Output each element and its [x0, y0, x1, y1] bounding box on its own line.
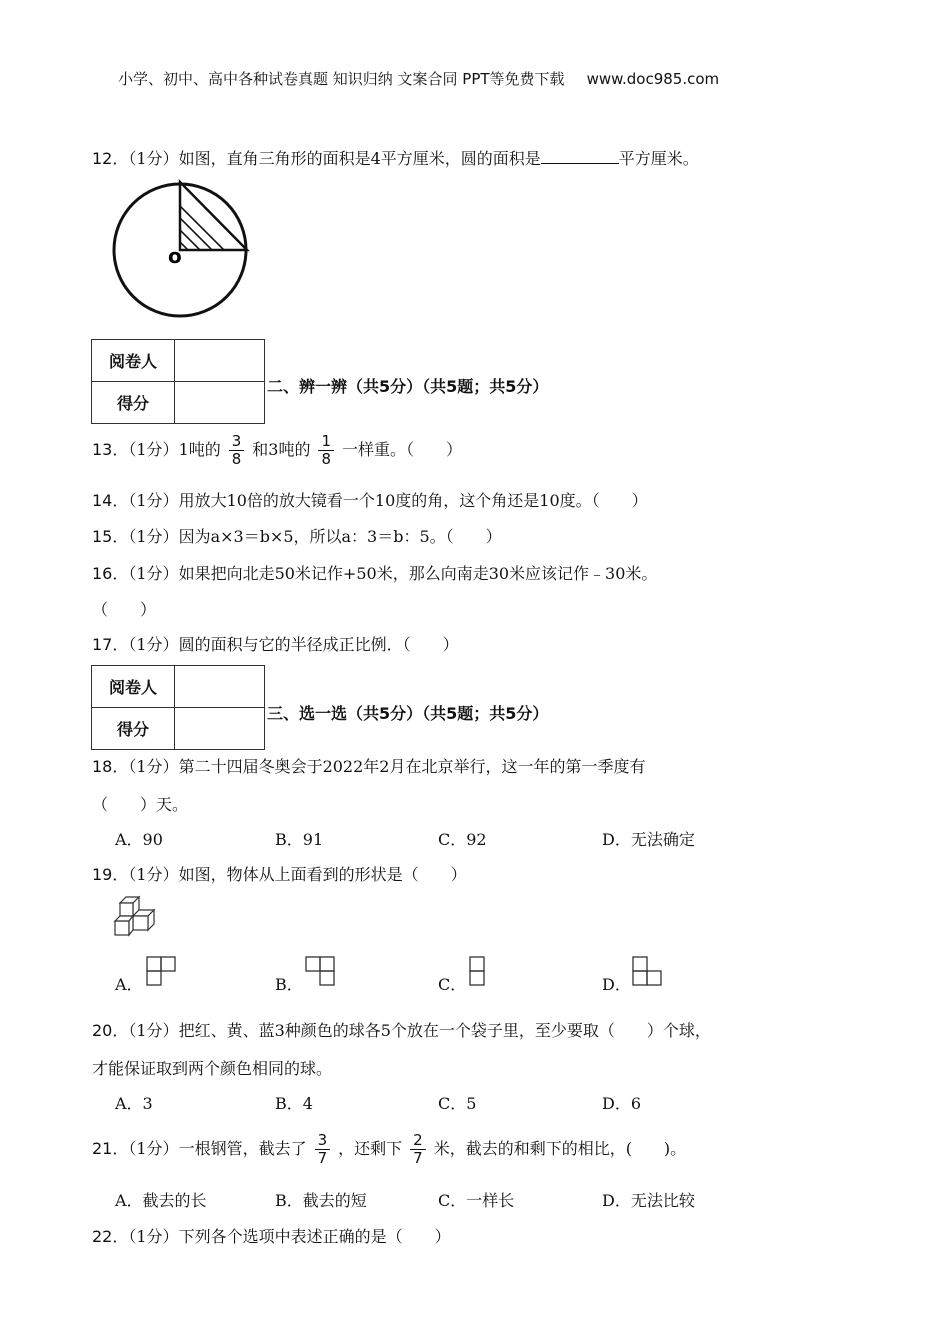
- question-score: （1分）: [128, 1021, 179, 1040]
- fraction-denominator: 7: [317, 1149, 328, 1167]
- question-19: [92, 862, 467, 885]
- reviewer-cell[interactable]: [175, 340, 265, 382]
- fraction: [318, 433, 334, 468]
- question-number: 13．: [92, 440, 129, 459]
- fraction-numerator: 1: [318, 433, 334, 451]
- option-a[interactable]: A．3: [115, 1094, 153, 1113]
- header-text: 小学、初中、高中各种试卷真题 知识归纳 文案合同 PPT等免费下载: [118, 70, 565, 88]
- question-score: （1分）: [128, 1227, 179, 1246]
- fraction-numerator: 2: [410, 1132, 426, 1150]
- option-d[interactable]: D．无法确定: [602, 830, 695, 849]
- option-d[interactable]: D．6: [602, 1094, 642, 1113]
- question-16: [92, 561, 657, 584]
- fraction: [315, 1132, 331, 1167]
- question-text: 一根钢管，截去了: [178, 1139, 307, 1158]
- fraction: [410, 1132, 426, 1167]
- question-16-paren: （ ）: [92, 600, 157, 619]
- section-2-title: 二、辨一辨（共5分）（共5题；共5分）: [267, 377, 549, 396]
- question-14: [92, 488, 648, 511]
- score-table: [91, 339, 265, 424]
- option-a[interactable]: A．90: [115, 830, 163, 849]
- question-text: 如图，物体从上面看到的形状是（ ）: [178, 865, 467, 884]
- question-17: [92, 632, 459, 655]
- circle-triangle-figure: [110, 176, 252, 318]
- option-c-shape: [468, 956, 488, 988]
- reviewer-label: 阅卷人: [92, 666, 175, 708]
- question-text: 米，截去的和剩下的相比，( )。: [433, 1139, 687, 1158]
- option-c[interactable]: C．5: [438, 1094, 477, 1113]
- question-number: 14．: [92, 491, 129, 510]
- question-text: 下列各个选项中表述正确的是（ ）: [178, 1227, 451, 1246]
- fraction-numerator: 3: [229, 433, 245, 451]
- section-3-title: 三、选一选（共5分）（共5题；共5分）: [267, 704, 549, 723]
- fraction-denominator: 8: [321, 450, 332, 468]
- header-site: www.doc985.com: [586, 70, 720, 88]
- fraction-denominator: 8: [231, 450, 242, 468]
- question-score: （1分）: [128, 527, 179, 546]
- question-number: 12．: [92, 149, 129, 168]
- question-18: [92, 754, 645, 777]
- question-score: （1分）: [128, 440, 179, 459]
- question-22: [92, 1224, 451, 1247]
- reviewer-cell[interactable]: [175, 666, 265, 708]
- option-d[interactable]: D．: [602, 975, 631, 994]
- question-text: 因为a×3＝b×5，所以a：3＝b：5。（ ）: [178, 527, 502, 546]
- question-number: 16．: [92, 564, 129, 583]
- question-number: 19．: [92, 865, 129, 884]
- option-b[interactable]: B．截去的短: [275, 1191, 367, 1210]
- option-a[interactable]: A．截去的长: [115, 1191, 207, 1210]
- reviewer-label: 阅卷人: [92, 340, 175, 382]
- option-b[interactable]: B．4: [275, 1094, 313, 1113]
- question-number: 20．: [92, 1021, 129, 1040]
- question-score: （1分）: [128, 865, 179, 884]
- question-score: （1分）: [128, 757, 179, 776]
- question-text: 把红、黄、蓝3种颜色的球各5个放在一个袋子里，至少要取（ ）个球，: [178, 1021, 711, 1040]
- question-number: 15．: [92, 527, 129, 546]
- page-header: [118, 68, 719, 89]
- score-label: 得分: [92, 708, 175, 750]
- question-number: 21．: [92, 1139, 129, 1158]
- score-cell[interactable]: [175, 382, 265, 424]
- option-c[interactable]: C．92: [438, 830, 487, 849]
- question-text: ，还剩下: [338, 1139, 403, 1158]
- score-label: 得分: [92, 382, 175, 424]
- option-d[interactable]: D．无法比较: [602, 1191, 695, 1210]
- question-text: 如果把向北走50米记作+50米，那么向南走30米应该记作﹣30米。: [178, 564, 658, 583]
- question-20: [92, 1018, 711, 1041]
- option-b-shape: [305, 956, 337, 988]
- fraction-numerator: 3: [315, 1132, 331, 1150]
- option-b[interactable]: B．: [275, 975, 303, 994]
- question-score: （1分）: [128, 635, 179, 654]
- option-c[interactable]: C．一样长: [438, 1191, 515, 1210]
- question-12: [92, 146, 699, 169]
- question-text: 第二十四届冬奥会于2022年2月在北京举行，这一年的第一季度有: [178, 757, 646, 776]
- option-a-shape: [146, 956, 178, 988]
- question-text: 圆的面积与它的半径成正比例．（ ）: [178, 635, 459, 654]
- option-c[interactable]: C．: [438, 975, 467, 994]
- question-score: （1分）: [128, 564, 179, 583]
- question-13: [92, 430, 462, 470]
- question-18-line2: （ ）天。: [92, 795, 189, 814]
- question-number: 17．: [92, 635, 129, 654]
- score-table: [91, 665, 265, 750]
- fraction: [229, 433, 245, 468]
- question-text: 一样重。（ ）: [342, 440, 463, 459]
- score-cell[interactable]: [175, 708, 265, 750]
- question-score: （1分）: [128, 1139, 179, 1158]
- answer-blank[interactable]: [541, 147, 619, 164]
- question-text-end: 平方厘米。: [618, 149, 699, 168]
- question-text: 1吨的: [178, 440, 221, 459]
- center-label: o: [168, 244, 182, 268]
- question-text: 用放大10倍的放大镜看一个10度的角，这个角还是10度。（ ）: [178, 491, 648, 510]
- question-15: [92, 524, 502, 547]
- question-21: [92, 1129, 686, 1169]
- question-text: 如图，直角三角形的面积是4平方厘米，圆的面积是: [178, 149, 541, 168]
- question-score: （1分）: [128, 149, 179, 168]
- question-20-line2: 才能保证取到两个颜色相同的球。: [92, 1059, 333, 1078]
- cube-stack-figure: [110, 894, 160, 940]
- question-score: （1分）: [128, 491, 179, 510]
- question-text: 和3吨的: [252, 440, 311, 459]
- option-d-shape: [632, 956, 666, 988]
- question-number: 22．: [92, 1227, 129, 1246]
- question-number: 18．: [92, 757, 129, 776]
- fraction-denominator: 7: [413, 1149, 423, 1167]
- option-b[interactable]: B．91: [275, 830, 324, 849]
- option-a[interactable]: A．: [115, 975, 143, 994]
